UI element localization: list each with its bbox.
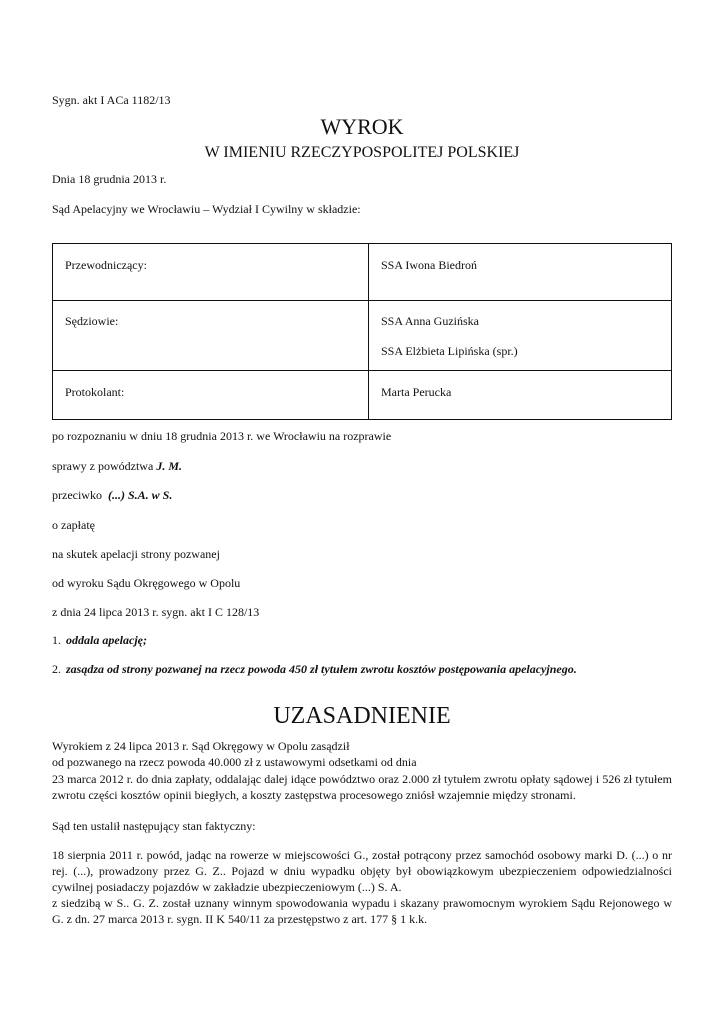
plaintiff-name: J. M. (156, 459, 182, 473)
ruling-date: Dnia 18 grudnia 2013 r. (52, 172, 167, 186)
court-name: Sąd Apelacyjny we Wrocławiu – Wydział I Cywilny w składzie: (52, 202, 361, 216)
ruling-item-2 (52, 661, 672, 677)
panel-table (52, 243, 672, 420)
role-label: Protokolant: (65, 385, 125, 399)
justification-paragraph: z siedzibą w S.. G. Z. został uznany winnym spowodowania wypadu i skazany prawomocnym wyrokiem Sądu Rejonowego w G. z dn. 27 marca 2013 r. sygn. II K 540/11 za przestępstwo z art. 177 § 1 k.k. (52, 896, 672, 926)
names-cell (369, 301, 672, 371)
justification-paragraph: 23 marca 2012 r. do dnia zapłaty, oddalając dalej idące powództwo oraz 2.000 zł tytułem zwrotu opłaty sądowej i 526 zł tytułem zwrotu części kosztów opinii biegłych, a koszty zastępstwa procesowego zniósł wzajemnie między stronami. (52, 772, 672, 802)
role-label: Sędziowie: (65, 314, 119, 328)
names-cell (369, 371, 672, 420)
item-text: oddala apelację; (66, 633, 147, 647)
justification-line: od pozwanego na rzecz powoda 40.000 zł z ustawowymi odsetkami od dnia (52, 755, 417, 769)
case-subject: o zapłatę (52, 518, 95, 532)
justification-paragraph: 18 sierpnia 2011 r. powód, jadąc na rowerze w miejscowości G., został potrącony przez samochód osobowy marki D. (...) o nr rej. (...), prowadzony przez G. Z.. Pojazd w dniu wypadku objęty był obowiązkowym ubezpieczeniem odpowiedzialności cywilnej posiadaczy pojazdów w zakładzie ubezpieczeniowym (...) S. A. (52, 848, 672, 894)
justification-paragraph: Sąd ten ustalił następujący stan faktyczny: (52, 819, 256, 833)
names-cell (369, 244, 672, 301)
judge-name: SSA Iwona Biedroń (381, 258, 477, 272)
justification-title: UZASADNIENIE (273, 703, 451, 729)
plaintiff-prefix: sprawy z powództwa (52, 459, 157, 473)
ruling-item-1 (52, 633, 147, 647)
table-row (53, 301, 672, 371)
case-lower-court: od wyroku Sądu Okręgowego w Opolu (52, 576, 241, 590)
case-line: po rozpoznaniu w dniu 18 grudnia 2013 r. we Wrocławiu na rozprawie (52, 429, 392, 443)
role-cell (53, 301, 369, 371)
clerk-name: Marta Perucka (381, 385, 452, 399)
judge-name: SSA Elżbieta Lipińska (spr.) (381, 344, 518, 358)
document-title: WYROK (320, 114, 404, 139)
table-row (53, 244, 672, 301)
case-appeal: na skutek apelacji strony pozwanej (52, 547, 220, 561)
judge-name: SSA Anna Guzińska (381, 314, 480, 328)
item-number: 2. (52, 662, 61, 676)
item-text: zasądza od strony pozwanej na rzecz powoda 450 zł tytułem zwrotu kosztów postępowania apelacyjnego. (66, 662, 577, 676)
case-signature: Sygn. akt I ACa 1182/13 (52, 93, 171, 107)
role-cell (53, 371, 369, 420)
item-number: 1. (52, 633, 61, 647)
justification-line: Wyrokiem z 24 lipca 2013 r. Sąd Okręgowy w Opolu zasądził (52, 739, 350, 753)
case-defendant (52, 488, 172, 502)
role-label: Przewodniczący: (65, 258, 147, 272)
document-subtitle: W IMIENIU RZECZYPOSPOLITEJ POLSKIEJ (204, 144, 520, 161)
role-cell (53, 244, 369, 301)
case-plaintiff (52, 459, 182, 473)
case-lower-ruling: z dnia 24 lipca 2013 r. sygn. akt I C 128/13 (52, 605, 260, 619)
defendant-prefix: przeciwko (52, 488, 108, 502)
table-row (53, 371, 672, 420)
defendant-name: (...) S.A. w S. (107, 488, 173, 502)
